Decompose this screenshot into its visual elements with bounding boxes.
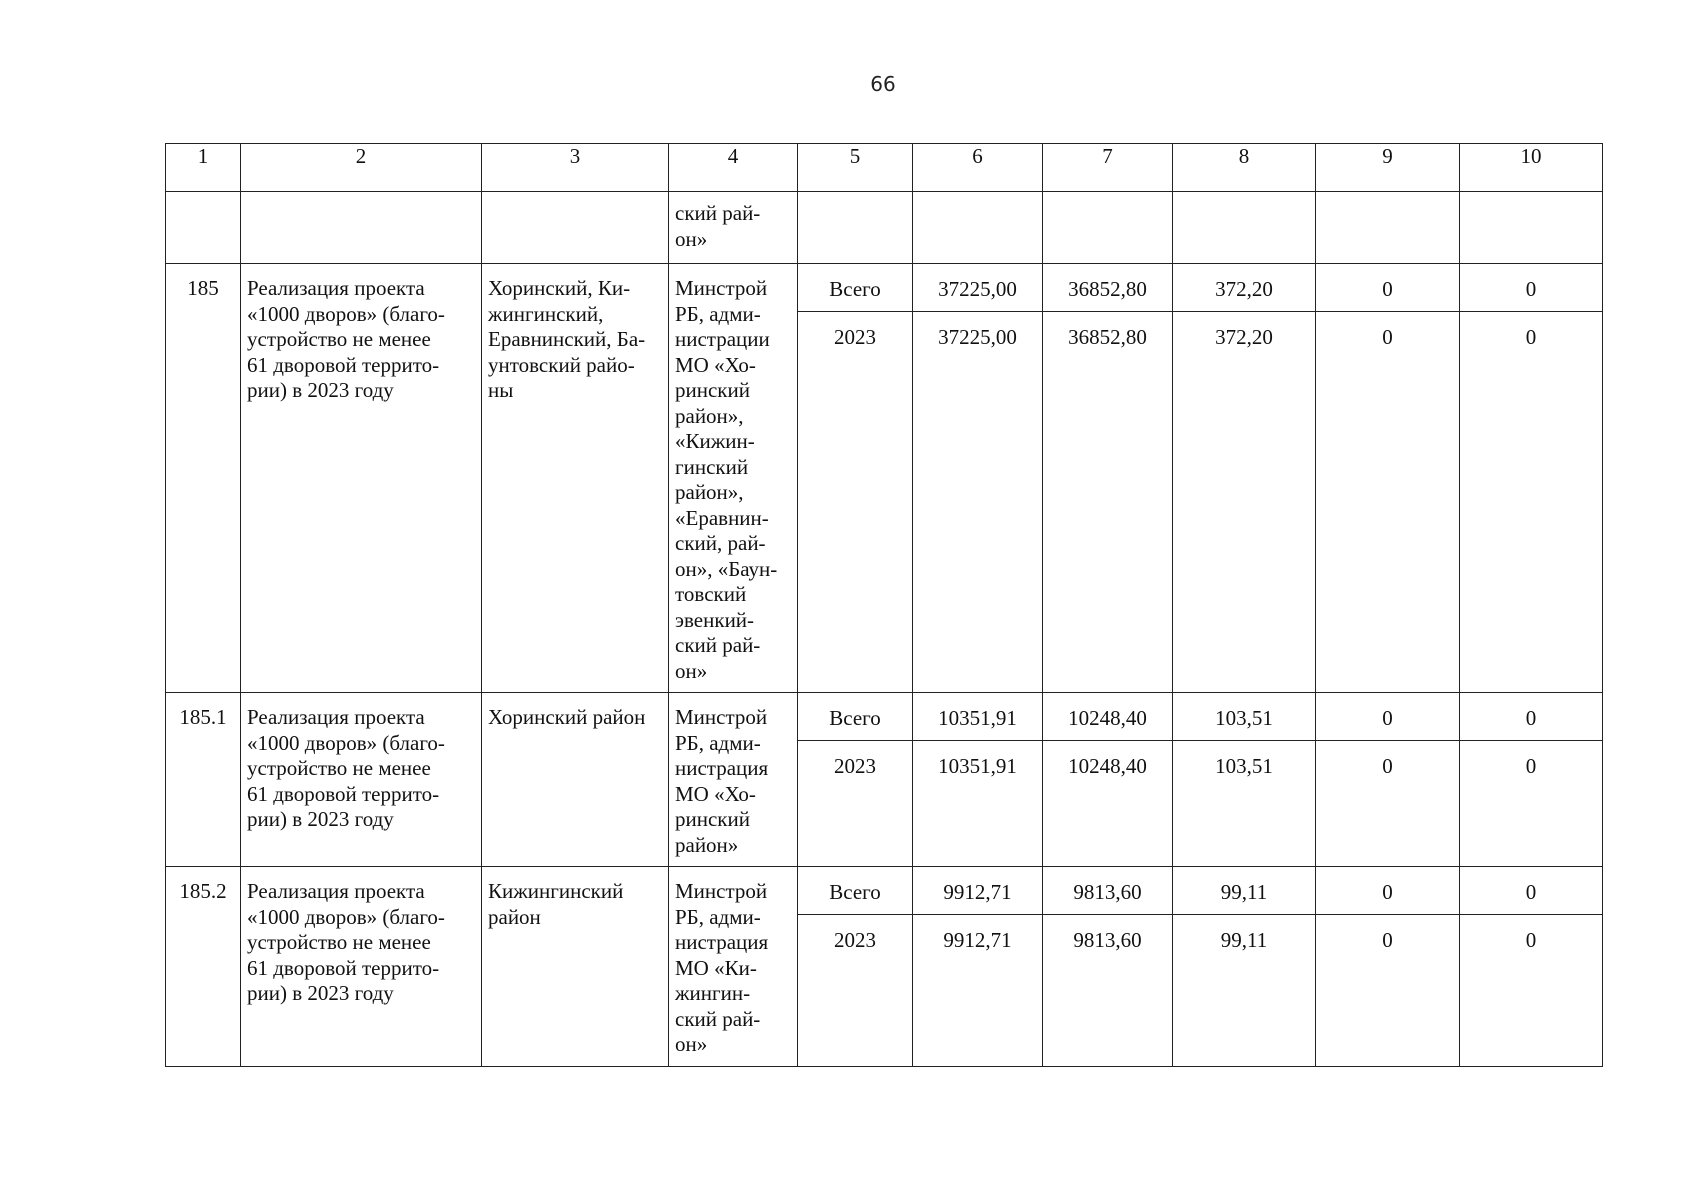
value-cell: 372,20 — [1173, 264, 1316, 312]
header-cell: 5 — [798, 144, 913, 192]
executor-cell: Минстрой РБ, адми- нистрация МО «Ки- жингин- ский рай- он» — [669, 867, 798, 1067]
budget-table — [165, 143, 1603, 1067]
value-cell: 9813,60 — [1043, 915, 1173, 1067]
value-cell: 99,11 — [1173, 915, 1316, 1067]
period-cell: Всего — [798, 264, 913, 312]
value-cell: 0 — [1316, 312, 1460, 693]
table-row — [166, 867, 1603, 915]
value-cell: 0 — [1460, 915, 1603, 1067]
value-cell: 0 — [1316, 915, 1460, 1067]
continuation-row — [166, 192, 1603, 264]
value-cell: 37225,00 — [913, 264, 1043, 312]
area-cell: Хоринский район — [482, 693, 669, 867]
header-cell: 8 — [1173, 144, 1316, 192]
header-cell: 10 — [1460, 144, 1603, 192]
header-cell: 7 — [1043, 144, 1173, 192]
period-cell: 2023 — [798, 741, 913, 867]
column-number-row — [166, 144, 1603, 192]
value-cell: 103,51 — [1173, 741, 1316, 867]
value-cell: 372,20 — [1173, 312, 1316, 693]
value-cell: 0 — [1460, 264, 1603, 312]
row-number: 185.2 — [166, 867, 241, 1067]
table-row — [166, 264, 1603, 312]
value-cell: 0 — [1460, 693, 1603, 741]
header-cell: 6 — [913, 144, 1043, 192]
row-number: 185 — [166, 264, 241, 693]
project-name: Реализация проекта «1000 дворов» (благо- устройство не менее 61 дворовой террито- рии) в 2023 году — [241, 693, 482, 867]
value-cell: 10351,91 — [913, 741, 1043, 867]
value-cell: 9813,60 — [1043, 867, 1173, 915]
period-cell: Всего — [798, 867, 913, 915]
value-cell: 9912,71 — [913, 867, 1043, 915]
value-cell: 0 — [1316, 693, 1460, 741]
period-cell: 2023 — [798, 915, 913, 1067]
project-name: Реализация проекта «1000 дворов» (благо- устройство не менее 61 дворовой террито- рии) в 2023 году — [241, 264, 482, 693]
value-cell: 0 — [1316, 867, 1460, 915]
project-name: Реализация проекта «1000 дворов» (благо- устройство не менее 61 дворовой террито- рии) в 2023 году — [241, 867, 482, 1067]
value-cell: 36852,80 — [1043, 312, 1173, 693]
value-cell: 0 — [1460, 741, 1603, 867]
row-number: 185.1 — [166, 693, 241, 867]
header-cell: 1 — [166, 144, 241, 192]
value-cell: 0 — [1460, 867, 1603, 915]
value-cell: 10248,40 — [1043, 693, 1173, 741]
value-cell: 10351,91 — [913, 693, 1043, 741]
period-cell: Всего — [798, 693, 913, 741]
value-cell: 36852,80 — [1043, 264, 1173, 312]
value-cell: 37225,00 — [913, 312, 1043, 693]
header-cell: 9 — [1316, 144, 1460, 192]
header-cell: 3 — [482, 144, 669, 192]
executor-cell: Минстрой РБ, адми- нистрации МО «Хо- ринский район», «Кижин- гинский район», «Еравнин- ский, рай- он», «Баун- товский эвенкий- ский рай- он» — [669, 264, 798, 693]
executor-cell: ский рай- он» — [669, 192, 798, 264]
period-cell: 2023 — [798, 312, 913, 693]
value-cell: 10248,40 — [1043, 741, 1173, 867]
executor-cell: Минстрой РБ, адми- нистрация МО «Хо- ринский район» — [669, 693, 798, 867]
header-cell: 2 — [241, 144, 482, 192]
header-cell: 4 — [669, 144, 798, 192]
value-cell: 99,11 — [1173, 867, 1316, 915]
table-row — [166, 693, 1603, 741]
value-cell: 9912,71 — [913, 915, 1043, 1067]
value-cell: 103,51 — [1173, 693, 1316, 741]
value-cell: 0 — [1316, 264, 1460, 312]
area-cell: Хоринский, Ки- жингинский, Еравнинский, Ба- унтовский райо- ны — [482, 264, 669, 693]
area-cell: Кижингинский район — [482, 867, 669, 1067]
page-number: 66 — [870, 72, 896, 96]
value-cell: 0 — [1316, 741, 1460, 867]
value-cell: 0 — [1460, 312, 1603, 693]
